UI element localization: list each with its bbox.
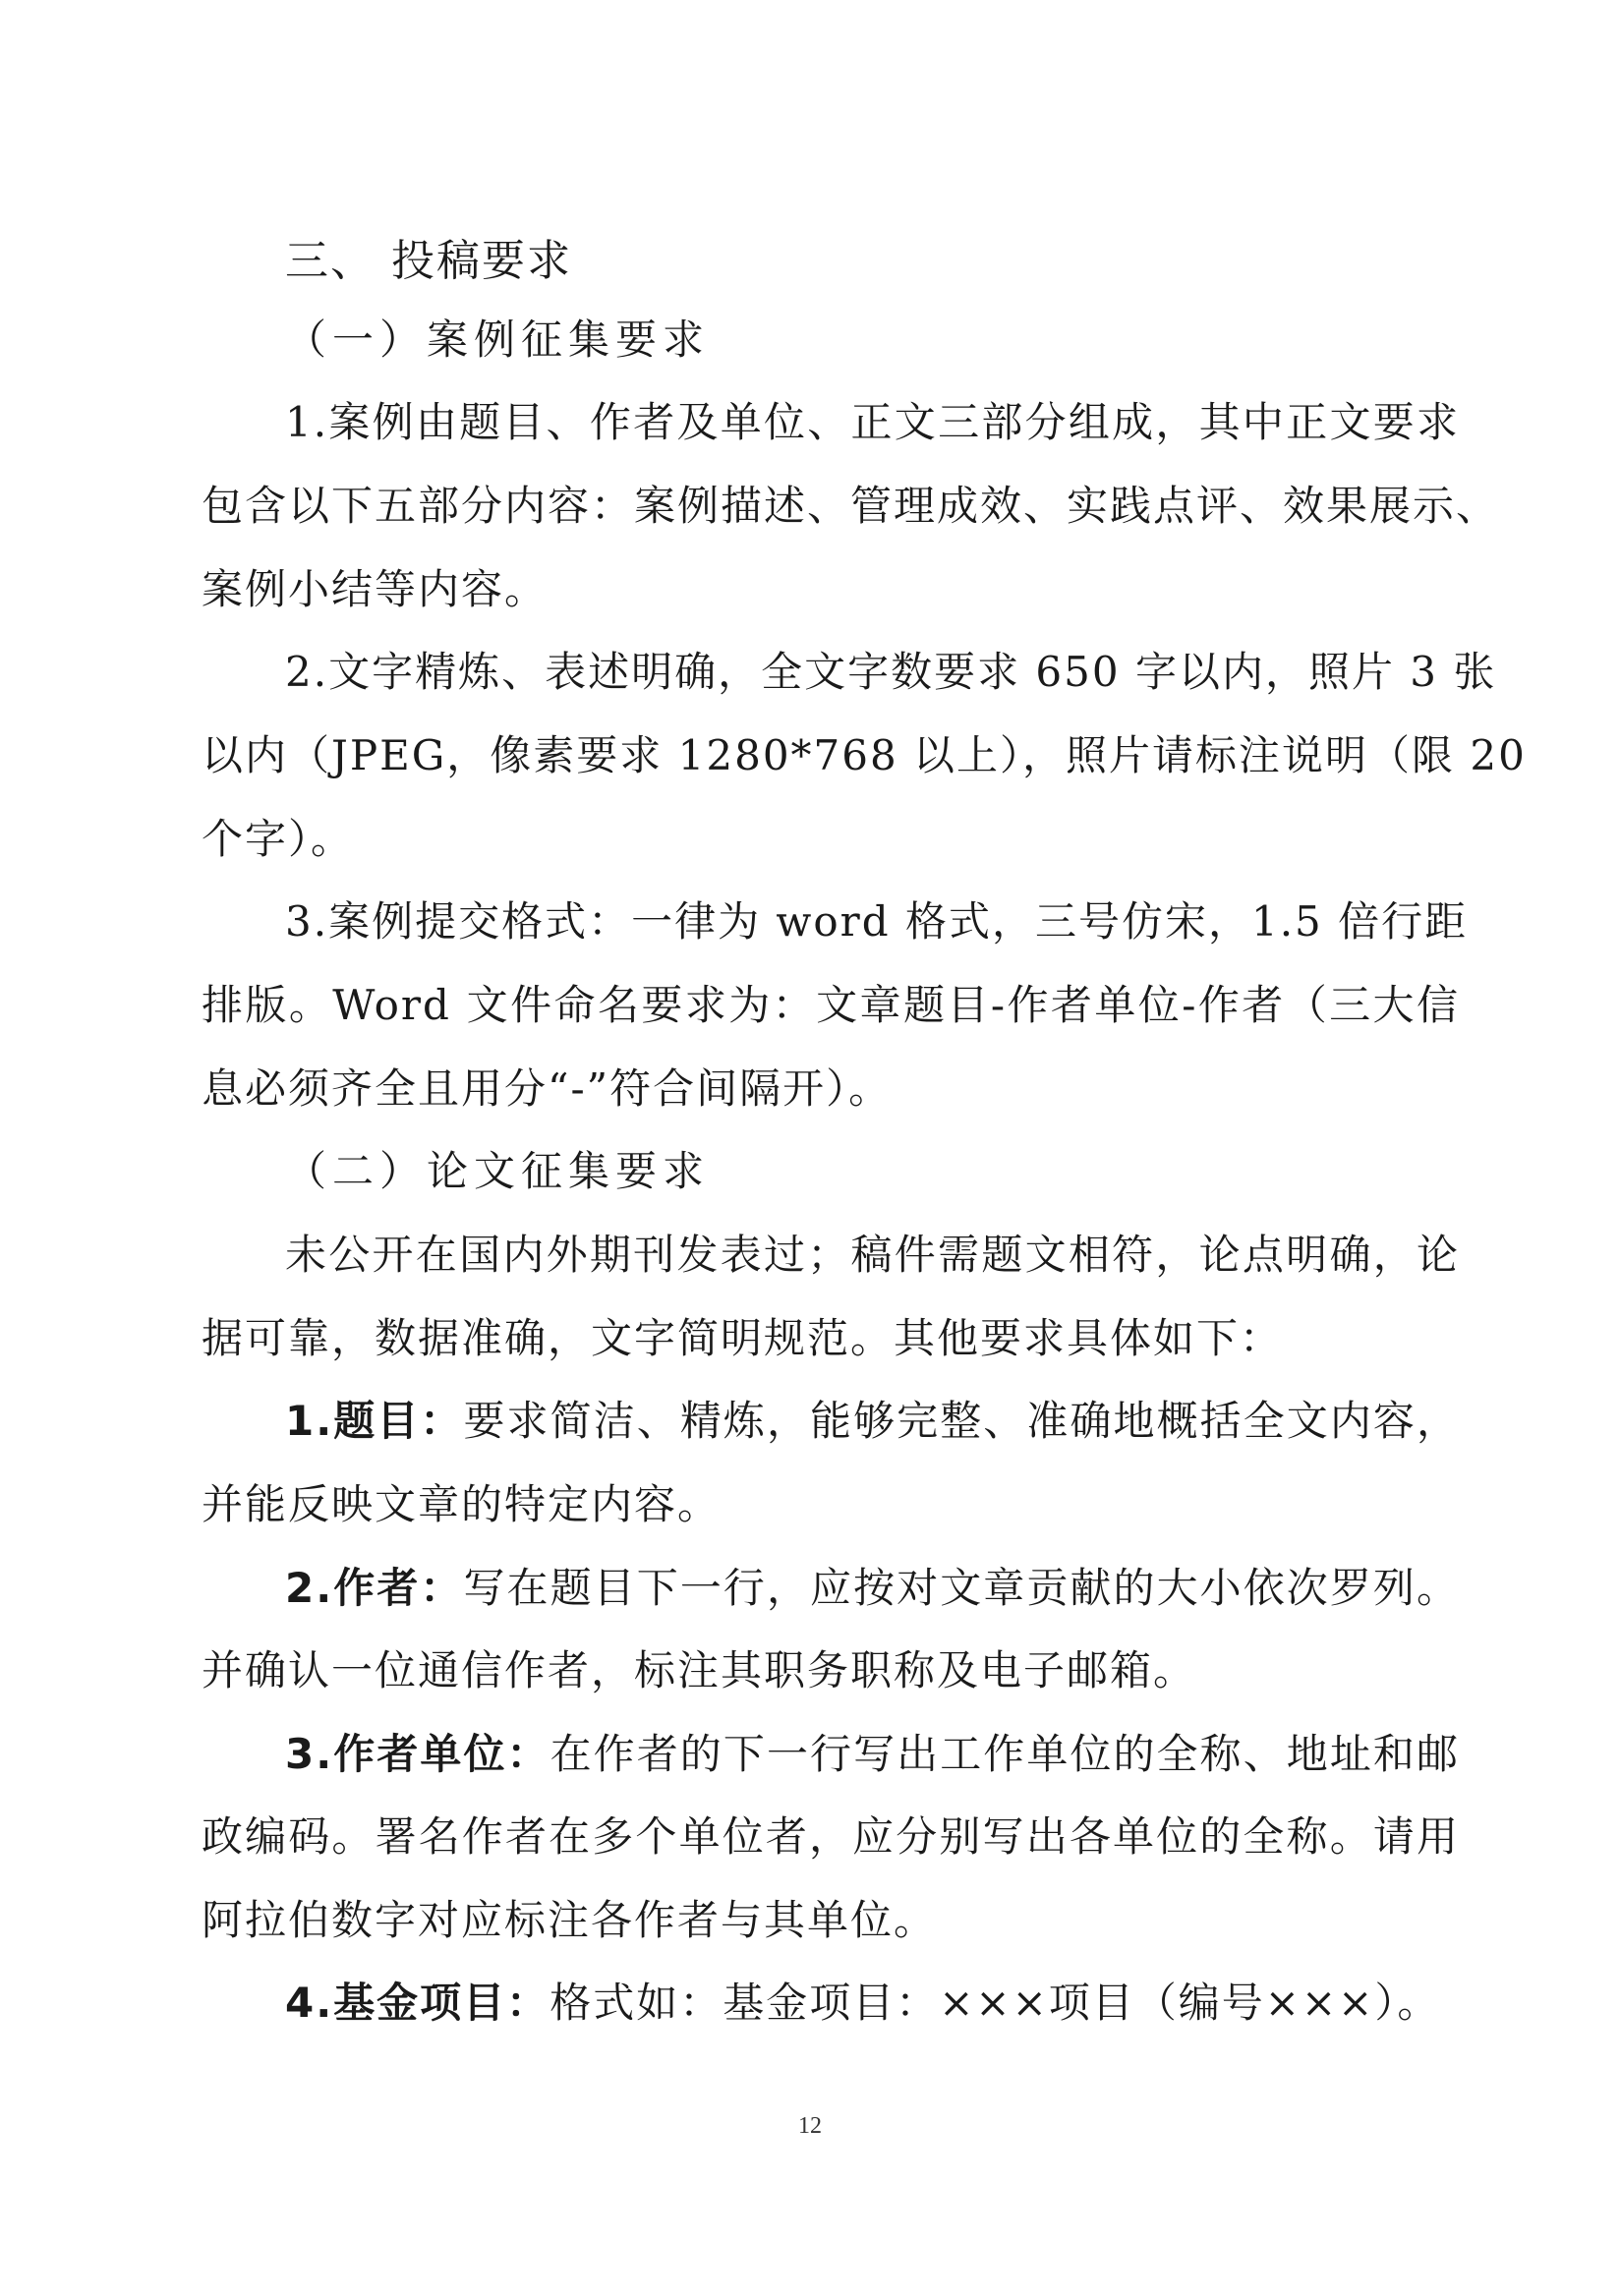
paper-item-1-line-2: 并能反映文章的特定内容。 (202, 1480, 722, 1528)
case-item-1-line-1: 1.案例由题目、作者及单位、正文三部分组成，其中正文要求 (285, 398, 1460, 446)
case-requirements-heading: （一）案例征集要求 (285, 316, 711, 364)
paper-item-1-text: 要求简洁、精炼，能够完整、准确地概括全文内容， (463, 1397, 1460, 1445)
case-item-2-line-2: 以内（JPEG，像素要求 1280*768 以上），照片请标注说明（限 20 (202, 731, 1527, 779)
paper-item-3-line-1 (285, 1727, 1460, 1782)
paper-item-4-label: 4.基金项目： (285, 1979, 550, 2027)
page-number: 12 (798, 2113, 822, 2139)
paper-item-2-label: 2.作者： (285, 1564, 464, 1612)
paper-item-3-line-2: 政编码。署名作者在多个单位者，应分别写出各单位的全称。请用 (202, 1812, 1460, 1861)
paper-item-3-text: 在作者的下一行写出工作单位的全称、地址和邮 (550, 1730, 1460, 1778)
paper-item-2-text: 写在题目下一行，应按对文章贡献的大小依次罗列。 (463, 1564, 1460, 1612)
section-heading: 三、 投稿要求 (285, 236, 572, 286)
case-item-3-line-3: 息必须齐全且用分“-”符合间隔开）。 (202, 1064, 893, 1113)
paper-item-1-line-1 (285, 1394, 1460, 1449)
case-item-3-line-2: 排版。Word 文件命名要求为：文章题目-作者单位-作者（三大信 (202, 981, 1460, 1029)
paper-item-3-line-3: 阿拉伯数字对应标注各作者与其单位。 (202, 1896, 938, 1944)
case-item-3-line-1: 3.案例提交格式：一律为 word 格式，三号仿宋，1.5 倍行距 (285, 897, 1469, 946)
case-item-1-line-3: 案例小结等内容。 (202, 565, 549, 613)
paper-item-2-line-1 (285, 1561, 1460, 1616)
case-item-2-line-1: 2.文字精炼、表述明确，全文字数要求 650 字以内，照片 3 张 (285, 648, 1497, 696)
paper-intro-line-2: 据可靠，数据准确，文字简明规范。其他要求具体如下： (202, 1314, 1284, 1362)
paper-item-1-label: 1.题目： (285, 1397, 464, 1445)
paper-item-4-text: 格式如：基金项目：×××项目（编号×××）。 (550, 1979, 1441, 2027)
paper-item-2-line-2: 并确认一位通信作者，标注其职务职称及电子邮箱。 (202, 1646, 1197, 1694)
case-item-2-line-3: 个字）。 (202, 815, 355, 863)
paper-requirements-heading: （二）论文征集要求 (285, 1147, 711, 1195)
paper-item-4-line-1 (285, 1976, 1460, 2031)
paper-intro-line-1: 未公开在国内外期刊发表过；稿件需题文相符，论点明确，论 (285, 1231, 1460, 1279)
paper-item-3-label: 3.作者单位： (285, 1730, 550, 1778)
case-item-1-line-2: 包含以下五部分内容：案例描述、管理成效、实践点评、效果展示、 (202, 482, 1500, 530)
